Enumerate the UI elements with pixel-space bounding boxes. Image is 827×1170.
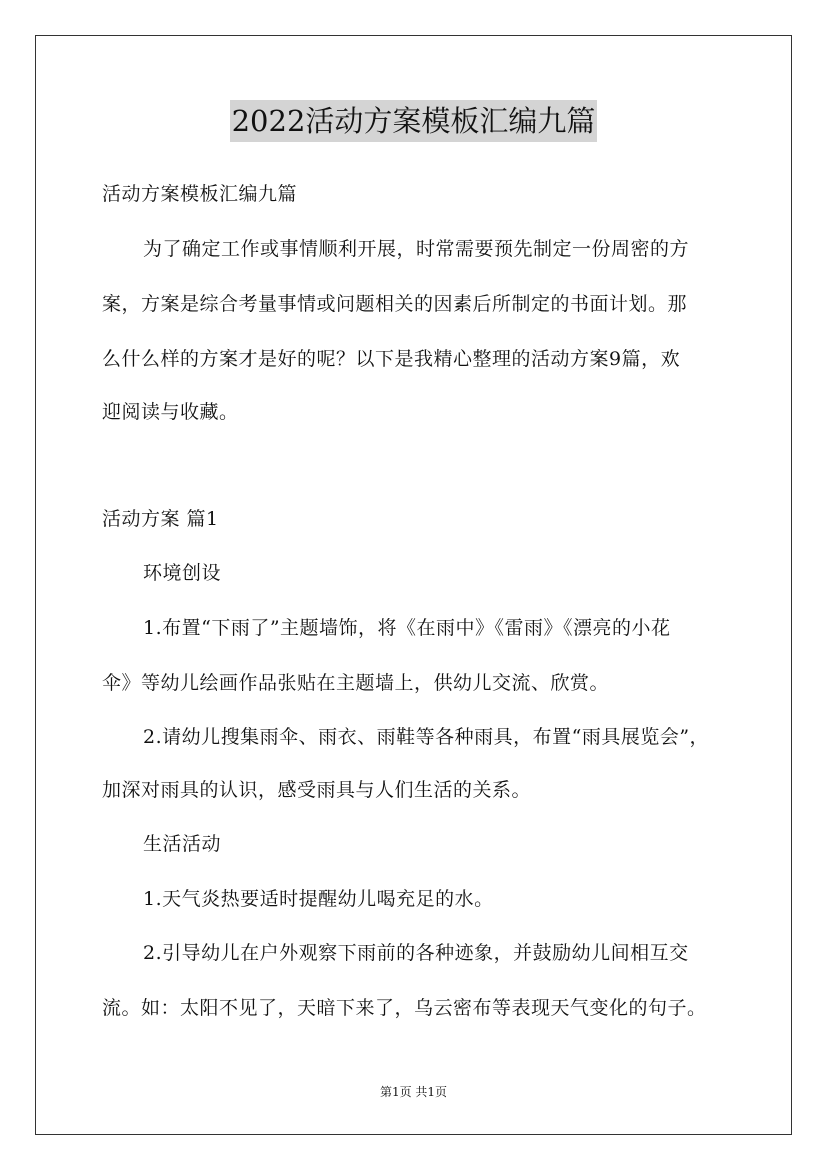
subheading-daily-activities: 生活活动 — [143, 833, 222, 855]
item-2-line-2: 加深对雨具的认识，感受雨具与人们生活的关系。 — [102, 779, 532, 801]
intro-line-1: 为了确定工作或事情顺利开展，时常需要预先制定一份周密的方 — [143, 238, 690, 260]
document-subtitle: 活动方案模板汇编九篇 — [102, 183, 298, 205]
item-1-line-2: 伞》等幼儿绘画作品张贴在主题墙上，供幼儿交流、欣赏。 — [102, 672, 610, 694]
document-title: 2022活动方案模板汇编九篇 — [230, 100, 598, 142]
section-heading: 活动方案 篇1 — [102, 508, 219, 530]
page-footer: 第1页 共1页 — [379, 1085, 448, 1099]
item-4-line-1: 2.引导幼儿在户外观察下雨前的各种迹象，并鼓励幼儿间相互交 — [143, 942, 689, 964]
intro-line-3: 么什么样的方案才是好的呢？以下是我精心整理的活动方案9篇，欢 — [102, 348, 681, 370]
item-4-line-2: 流。如：太阳不见了，天暗下来了，乌云密布等表现天气变化的句子。 — [102, 997, 707, 1019]
item-3-line-1: 1.天气炎热要适时提醒幼儿喝充足的水。 — [143, 888, 494, 910]
subheading-environment: 环境创设 — [143, 562, 222, 584]
intro-line-2: 案，方案是综合考量事情或问题相关的因素后所制定的书面计划。那 — [102, 293, 688, 315]
intro-line-4: 迎阅读与收藏。 — [102, 401, 239, 423]
item-2-line-1: 2.请幼儿搜集雨伞、雨衣、雨鞋等各种雨具，布置“雨具展览会”， — [143, 726, 710, 748]
document-title-wrap — [0, 100, 827, 142]
item-1-line-1: 1.布置“下雨了”主题墙饰，将《在雨中》《雷雨》《漂亮的小花 — [143, 617, 671, 639]
